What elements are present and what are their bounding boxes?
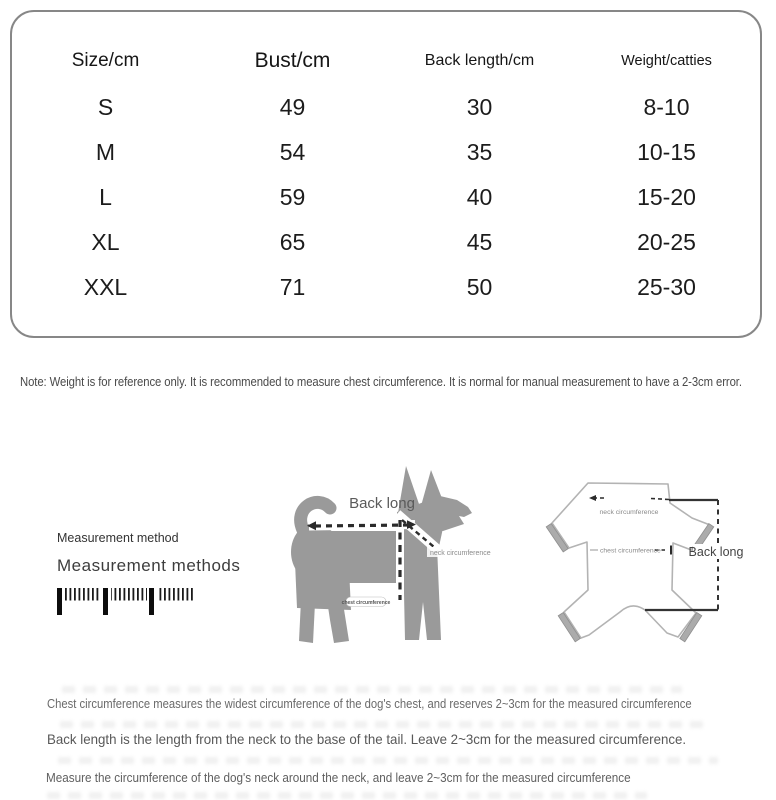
weight-cell: 25-30 (637, 274, 696, 300)
garment-measurement-diagram (545, 458, 760, 653)
size-cell: M (95, 139, 116, 165)
measurement-methods-title: Measurement methods (57, 556, 241, 575)
back-cell: 35 (466, 139, 493, 165)
ghost-text-line (47, 792, 647, 799)
back-cell: 50 (466, 274, 493, 300)
garment-neck-circumference-label: neck circumference (599, 509, 659, 516)
ghost-text-line (58, 757, 718, 764)
column-header-weight: Weight/catties (621, 52, 712, 69)
chest-measure-instruction: Chest circumference measures the widest circumference of the dog's chest, and reserves 2~3cm for the measured circumference (47, 697, 692, 711)
ghost-text-line (60, 721, 705, 728)
weight-cell: 10-15 (637, 139, 696, 165)
size-cell: XXL (83, 274, 128, 300)
size-cell: L (99, 184, 112, 210)
bust-cell: 65 (279, 229, 306, 255)
size-cell: XL (91, 229, 120, 255)
back-length-instruction: Back length is the length from the neck to the base of the tail. Leave 2~3cm for the measured circumference. (47, 731, 687, 747)
garment-outline (552, 483, 710, 638)
dog-measurement-diagram (285, 450, 575, 660)
back-cell: 45 (466, 229, 493, 255)
measurement-method-label: Measurement method (57, 531, 179, 545)
weight-cell: 15-20 (637, 184, 696, 210)
ghost-text-line (62, 686, 682, 693)
weight-cell: 8-10 (643, 94, 690, 120)
ruler-icon (56, 588, 196, 616)
neck-measure-instruction: Measure the circumference of the dog's neck around the neck, and leave 2~3cm for the measured circumference (46, 770, 631, 785)
dog-chest-circumference-label: chest circumference (341, 600, 391, 606)
column-header-size: Size/cm (71, 49, 140, 71)
garment-back-long-label: Back long (688, 545, 744, 559)
weight-reference-note: Note: Weight is for reference only. It is recommended to measure chest circumference. It is normal for manual measurement to have a 2-3cm error. (20, 374, 742, 389)
weight-cell: 20-25 (637, 229, 696, 255)
back-cell: 40 (466, 184, 493, 210)
bust-cell: 54 (279, 139, 306, 165)
bust-cell: 59 (279, 184, 306, 210)
dog-back-long-label: Back long (349, 495, 415, 512)
size-cell: S (97, 94, 114, 120)
back-cell: 30 (466, 94, 493, 120)
size-chart-card (10, 10, 762, 338)
dog-chest-circumference-badge (342, 597, 391, 607)
size-chart-table (12, 36, 760, 310)
dog-neck-circumference-label: neck circumference (430, 550, 491, 557)
bust-cell: 71 (279, 274, 306, 300)
bust-cell: 49 (279, 94, 306, 120)
column-header-bust: Bust/cm (254, 48, 331, 72)
column-header-back-length: Back length/cm (424, 51, 535, 69)
garment-chest-circumference-label: chest circumference (600, 547, 661, 555)
